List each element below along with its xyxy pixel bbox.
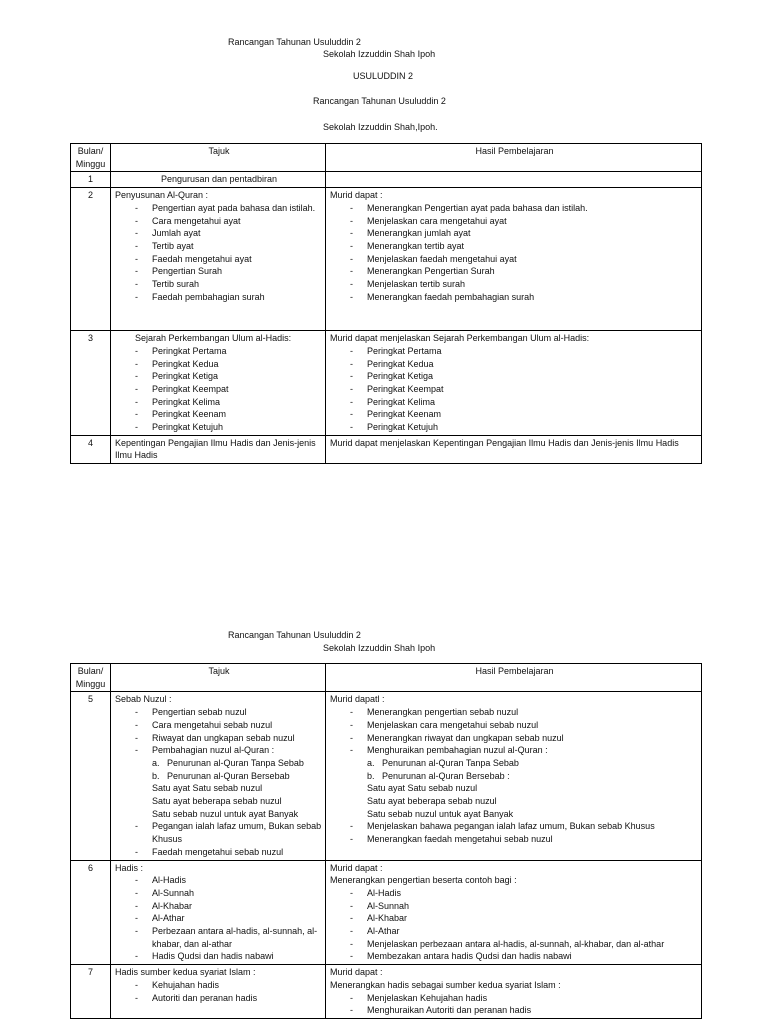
outcome-title: Murid dapat : [330, 967, 383, 978]
sub-line: Satu ayat Satu sebab nuzul [367, 783, 478, 794]
list-item: - Peringkat Pertama [135, 345, 323, 358]
list-item: - Faedah mengetahui ayat [135, 253, 323, 266]
week-cell: 3 [71, 331, 111, 436]
outcome-list [330, 345, 699, 434]
topic-title: Sejarah Perkembangan Ulum al-Hadis: [135, 333, 292, 344]
sub-list-item [330, 757, 699, 770]
week-cell: 6 [71, 860, 111, 965]
header-line-3: USULUDDIN 2 [353, 71, 414, 81]
list-item: - Jumlah ayat [135, 227, 323, 240]
sub-list-item [115, 770, 323, 783]
page2-header-line-2: Sekolah Izzuddin Shah Ipoh [323, 643, 436, 653]
list-item: - Tertib ayat [135, 240, 323, 253]
list-item: - Al-Khabar [135, 900, 323, 913]
list-item: - Menjelaskan faedah mengetahui ayat [350, 253, 699, 266]
topic-list [115, 979, 323, 1004]
outcome-cell [326, 965, 702, 1019]
list-item: - Peringkat Kedua [350, 358, 699, 371]
list-item: - Menjelaskan cara mengetahui ayat [350, 215, 699, 228]
sub-line: Satu ayat Satu sebab nuzul [152, 783, 263, 794]
topic-title: Penyusunan Al-Quran : [115, 190, 209, 201]
col-header-week: Bulan/ Minggu [71, 144, 111, 172]
table-row [71, 692, 702, 860]
sub-marker: b. [152, 770, 160, 781]
week-cell: 1 [71, 172, 111, 188]
sub-line: Satu sebab nuzul untuk ayat Banyak [152, 808, 299, 819]
sub-text: Penurunan al-Quran Bersebab [167, 770, 290, 781]
topic-cell [111, 188, 326, 331]
week-cell: 2 [71, 188, 111, 331]
sub-text: Penurunan al-Quran Tanpa Sebab [382, 757, 519, 768]
list-item: - Menjelaskan bahawa pegangan ialah lafaz umum, Bukan sebab Khusus [350, 820, 699, 833]
list-item: - Al-Khabar [350, 912, 699, 925]
outcome-title: Murid dapatl : [330, 694, 385, 705]
sub-text: Penurunan al-Quran Bersebab : [382, 770, 510, 781]
list-item: - Cara mengetahui sebab nuzul [135, 719, 323, 732]
col-header-topic: Tajuk [111, 664, 326, 692]
list-item: - Menjelaskan tertib surah [350, 278, 699, 291]
list-item: - Pengertian Surah [135, 265, 323, 278]
list-item: - Menerangkan riwayat dan ungkapan sebab nuzul [350, 732, 699, 745]
list-item: - Perbezaan antara al-hadis, al-sunnah, al-khabar, dan al-athar [135, 925, 323, 950]
outcome-cell [326, 860, 702, 965]
sub-line: Satu ayat beberapa sebab nuzul [152, 796, 282, 807]
header-line-4: Rancangan Tahunan Usuluddin 2 [313, 96, 446, 106]
topic-cell: Pengurusan dan pentadbiran [111, 172, 326, 188]
list-item: - Al-Athar [350, 925, 699, 938]
sub-line: Satu ayat beberapa sebab nuzul [367, 796, 497, 807]
topic-cell [111, 331, 326, 436]
topic-list [115, 202, 323, 304]
topic-list [115, 874, 323, 963]
list-item: - Al-Sunnah [350, 900, 699, 913]
list-item: - Faedah mengetahui sebab nuzul [135, 846, 323, 859]
table-header-row [71, 664, 702, 692]
outcome-title: Murid dapat menjelaskan Sejarah Perkembangan Ulum al-Hadis: [330, 333, 590, 344]
outcome-title: Murid dapat : [330, 190, 383, 201]
list-item: - Menerangkan Pengertian Surah [350, 265, 699, 278]
header-line-2: Sekolah Izzuddin Shah Ipoh [323, 49, 436, 59]
list-item: - Pegangan ialah lafaz umum, Bukan sebab Khusus [135, 820, 323, 845]
list-item: - Peringkat Kelima [135, 396, 323, 409]
sub-list-item [330, 770, 699, 783]
list-item: - Menghuraikan Autoriti dan peranan hadis [350, 1004, 699, 1017]
topic-cell: Kepentingan Pengajian Ilmu Hadis dan Jenis-jenis Ilmu Hadis [111, 435, 326, 463]
list-item: - Menerangkan Pengertian ayat pada bahasa dan istilah. [350, 202, 699, 215]
topic-title: Sebab Nuzul : [115, 694, 172, 705]
list-item: - Peringkat Keenam [350, 408, 699, 421]
outcome-list [330, 202, 699, 304]
list-item: - Al-Sunnah [135, 887, 323, 900]
list-item: - Pengertian ayat pada bahasa dan istilah. [135, 202, 323, 215]
topic-cell [111, 692, 326, 860]
col-header-week: Bulan/ Minggu [71, 664, 111, 692]
list-item: - Menerangkan jumlah ayat [350, 227, 699, 240]
list-item: - Faedah pembahagian surah [135, 291, 323, 304]
list-item: - Peringkat Keenam [135, 408, 323, 421]
list-item: - Menerangkan tertib ayat [350, 240, 699, 253]
week-cell: 5 [71, 692, 111, 860]
outcome-cell: Murid dapat menjelaskan Kepentingan Pengajian Ilmu Hadis dan Jenis-jenis Ilmu Hadis [326, 435, 702, 463]
sub-marker: b. [367, 770, 375, 781]
outcome-title: Murid dapat : [330, 862, 383, 873]
table-row [71, 435, 702, 463]
outcome-cell [326, 331, 702, 436]
table-row [71, 172, 702, 188]
list-item: - Peringkat Keempat [350, 383, 699, 396]
topic-title: Hadis : [115, 862, 144, 873]
list-item: - Menjelaskan cara mengetahui sebab nuzul [350, 719, 699, 732]
sub-text: Penurunan al-Quran Tanpa Sebab [167, 757, 304, 768]
topic-cell [111, 860, 326, 965]
table-row [71, 860, 702, 965]
list-item: - Peringkat Pertama [350, 345, 699, 358]
list-item: - Kehujahan hadis [135, 979, 323, 992]
list-item: - Menjelaskan Kehujahan hadis [350, 992, 699, 1005]
outcome-cell [326, 172, 702, 188]
table-header-row [71, 144, 702, 172]
list-item: - Riwayat dan ungkapan sebab nuzul [135, 732, 323, 745]
list-item: - Menerangkan faedah mengetahui sebab nuzul [350, 833, 699, 846]
outcome-subtitle: Menerangkan hadis sebagai sumber kedua syariat Islam : [330, 979, 561, 990]
list-item: - Menjelaskan perbezaan antara al-hadis, al-sunnah, al-khabar, dan al-athar [350, 938, 699, 951]
sub-list-item [115, 757, 323, 770]
sub-marker: a. [152, 757, 160, 768]
topic-cell [111, 965, 326, 1019]
list-item: - Al-Athar [135, 912, 323, 925]
topic-list [115, 345, 323, 434]
outcome-subtitle: Menerangkan pengertian beserta contoh bagi : [330, 875, 517, 886]
list-item: - Peringkat Kelima [350, 396, 699, 409]
list-item: - Menerangkan pengertian sebab nuzul [350, 706, 699, 719]
list-item: - Autoriti dan peranan hadis [135, 992, 323, 1005]
header-line-5: Sekolah Izzuddin Shah,Ipoh. [323, 122, 438, 132]
list-item: - Cara mengetahui ayat [135, 215, 323, 228]
header-line-1: Rancangan Tahunan Usuluddin 2 [228, 37, 361, 47]
list-item: - Menghuraikan pembahagian nuzul al-Quran : [350, 744, 699, 757]
list-item: - Peringkat Ketiga [135, 370, 323, 383]
table-row [71, 331, 702, 436]
outcome-list [330, 820, 699, 845]
col-header-outcome: Hasil Pembelajaran [326, 144, 702, 172]
list-item: - Menerangkan faedah pembahagian surah [350, 291, 699, 304]
outcome-cell [326, 692, 702, 860]
outcome-list [330, 706, 699, 757]
col-header-topic: Tajuk [111, 144, 326, 172]
sub-line: Satu sebab nuzul untuk ayat Banyak [367, 808, 514, 819]
plan-table-1 [70, 143, 702, 464]
list-item: - Peringkat Keempat [135, 383, 323, 396]
topic-title: Hadis sumber kedua syariat Islam : [115, 967, 256, 978]
outcome-list [330, 992, 699, 1017]
table-row [71, 188, 702, 331]
week-cell: 7 [71, 965, 111, 1019]
list-item: - Peringkat Ketiga [350, 370, 699, 383]
list-item: - Hadis Qudsi dan hadis nabawi [135, 950, 323, 963]
page2-header-line-1: Rancangan Tahunan Usuluddin 2 [228, 630, 361, 640]
topic-list [115, 706, 323, 757]
list-item: - Peringkat Ketujuh [350, 421, 699, 434]
list-item: - Tertib surah [135, 278, 323, 291]
list-item: - Pengertian sebab nuzul [135, 706, 323, 719]
list-item: - Membezakan antara hadis Qudsi dan hadis nabawi [350, 950, 699, 963]
list-item: - Al-Hadis [350, 887, 699, 900]
list-item: - Peringkat Kedua [135, 358, 323, 371]
list-item: - Al-Hadis [135, 874, 323, 887]
outcome-list [330, 887, 699, 963]
list-item: - Pembahagian nuzul al-Quran : [135, 744, 323, 757]
week-cell: 4 [71, 435, 111, 463]
outcome-cell [326, 188, 702, 331]
list-item: - Peringkat Ketujuh [135, 421, 323, 434]
table-row [71, 965, 702, 1019]
plan-table-2 [70, 663, 702, 1019]
sub-marker: a. [367, 757, 375, 768]
col-header-outcome: Hasil Pembelajaran [326, 664, 702, 692]
topic-list [115, 820, 323, 858]
